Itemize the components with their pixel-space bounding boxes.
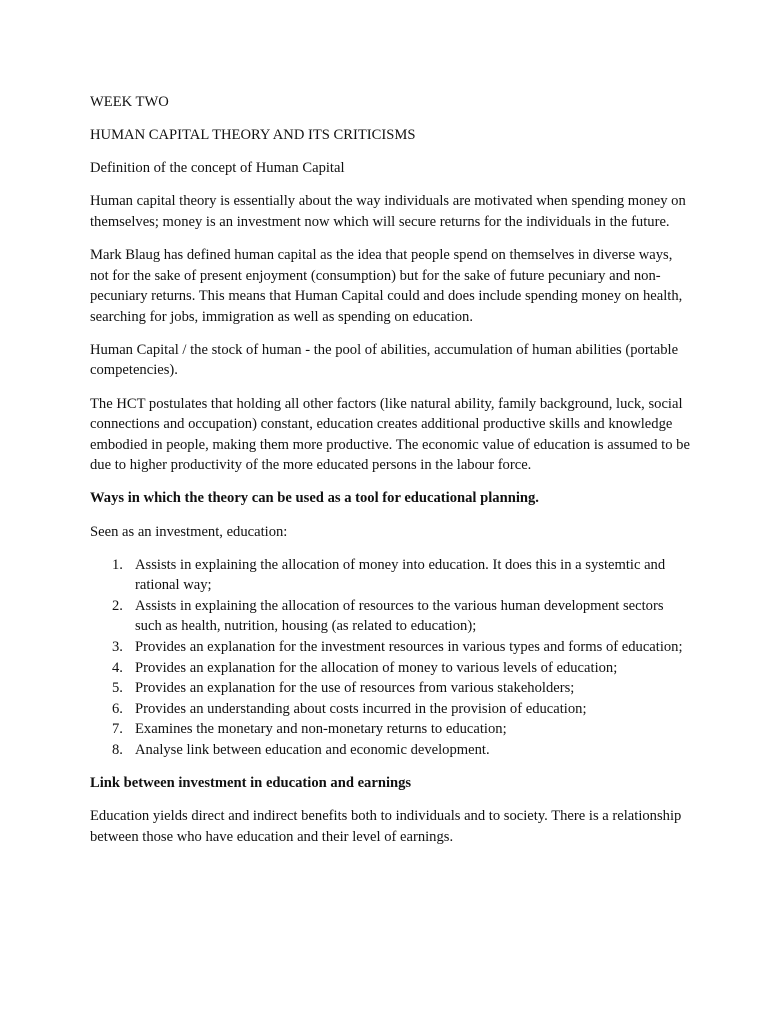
paragraph-motivation: Human capital theory is essentially about the way individuals are motivated when spending money on themselves; money is an investment now which will secure returns for the individuals in the future.: [90, 193, 686, 230]
list-item-text: Examines the monetary and non-monetary returns to education;: [135, 721, 507, 738]
list-item-text: Provides an explanation for the allocation of money to various levels of education;: [135, 659, 618, 676]
list-item: [90, 740, 690, 761]
list-item-text: Analyse link between education and economic development.: [135, 741, 490, 758]
ways-heading: Ways in which the theory can be used as a tool for educational planning.: [90, 490, 539, 507]
list-item: [90, 699, 690, 720]
list-item-number: 5.: [112, 680, 123, 697]
list-item-number: 1.: [112, 556, 123, 573]
list-item-text: Provides an explanation for the investment resources in various types and forms of education;: [135, 638, 683, 655]
list-item-text: Provides an explanation for the use of resources from various stakeholders;: [135, 680, 575, 697]
paragraph-education-benefits: Education yields direct and indirect benefits both to individuals and to society. There is a relationship between those who have education and their level of earnings.: [90, 808, 682, 845]
list-item-number: 3.: [112, 638, 123, 655]
list-item-number: 6.: [112, 700, 123, 717]
list-item-text: Assists in explaining the allocation of resources to the various human development sectors such as health, nutrition, housing (as related to education);: [135, 597, 664, 635]
list-item-number: 4.: [112, 659, 123, 676]
list-item-number: 7.: [112, 721, 123, 738]
list-item-text: Assists in explaining the allocation of money into education. It does this in a systemtic and rational way;: [135, 556, 666, 594]
paragraph-blaug-definition: Mark Blaug has defined human capital as the idea that people spend on themselves in diverse ways, not for the sake of present enjoyment (consumption) but for the sake of future pecuniary and non-pecuniary returns. This means that Human Capital could and does include spending money on health, searching for jobs, immigration as well as spending on education.: [90, 246, 683, 325]
list-item: [90, 678, 690, 699]
link-heading: Link between investment in education and earnings: [90, 775, 412, 792]
list-item: [90, 637, 690, 658]
list-item-number: 2.: [112, 597, 123, 614]
list-item: [90, 719, 690, 740]
week-heading: WEEK TWO: [90, 94, 169, 110]
list-item-number: 8.: [112, 741, 123, 758]
uses-list: [90, 555, 690, 761]
list-item: [90, 596, 690, 637]
investment-intro: Seen as an investment, education:: [90, 523, 288, 540]
paragraph-hct-postulate: The HCT postulates that holding all other factors (like natural ability, family background, luck, social connections and occupation) constant, education creates additional productive skills and knowledge embodied in people, making them more productive. The economic value of education is assumed to be due to higher productivity of the more educated persons in the labour force.: [90, 395, 690, 474]
list-item-text: Provides an understanding about costs incurred in the provision of education;: [135, 700, 587, 717]
document-page: [90, 92, 690, 860]
topic-heading: HUMAN CAPITAL THEORY AND ITS CRITICISMS: [90, 127, 416, 144]
paragraph-stock-of-human: Human Capital / the stock of human - the pool of abilities, accumulation of human abilities (portable competencies).: [90, 341, 679, 379]
list-item: [90, 658, 690, 679]
list-item: [90, 555, 690, 596]
definition-heading: Definition of the concept of Human Capital: [90, 160, 345, 177]
